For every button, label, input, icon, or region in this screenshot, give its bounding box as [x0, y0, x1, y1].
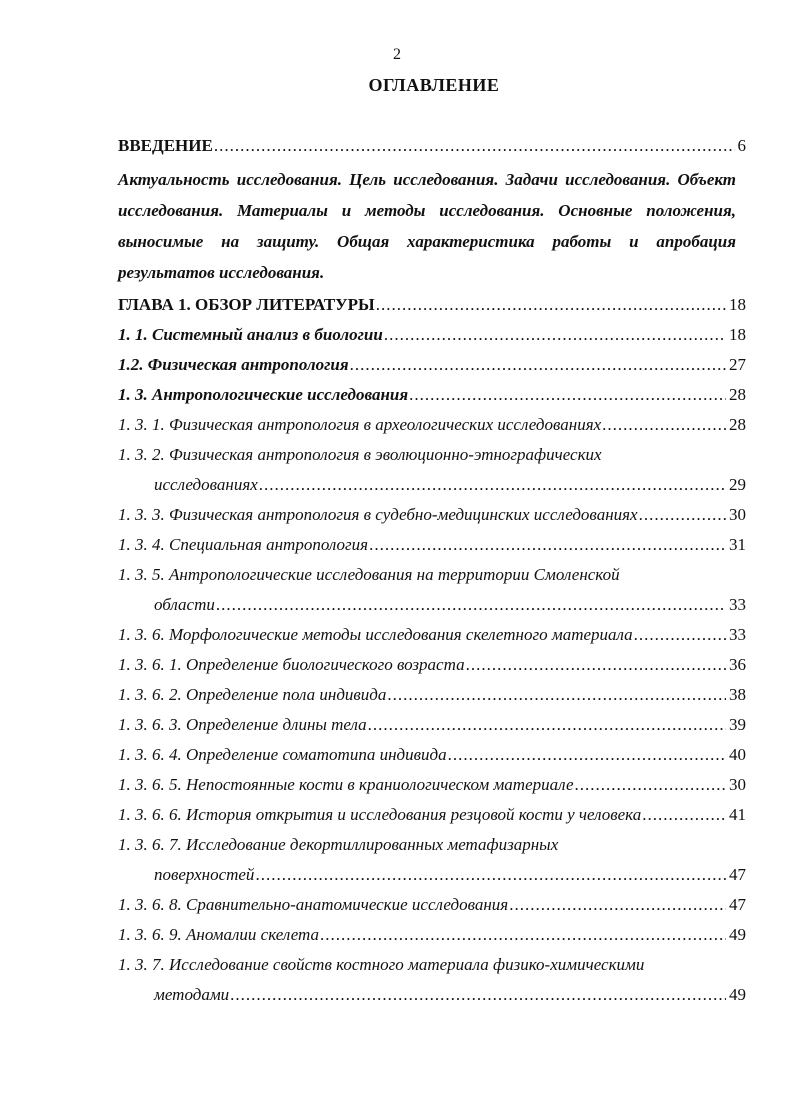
toc-entry-label: 1. 3. 6. 5. Непостоянные кости в краниологическом материале	[118, 775, 574, 794]
dot-leader	[409, 380, 726, 410]
toc-entry-label: 1. 3. 6. 2. Определение пола индивида	[118, 685, 387, 704]
toc-entry-page: 30	[729, 775, 746, 794]
toc-entry-page: 30	[729, 505, 746, 524]
toc-entry-page: 33	[729, 625, 746, 644]
toc-entry-1-3-6-2	[118, 680, 746, 710]
toc-entry-page: 47	[729, 895, 746, 914]
toc-entry-1-3-6-3	[118, 710, 746, 740]
toc-entry-1-3-6-9	[118, 920, 746, 950]
toc-entry-1-3-6-1	[118, 650, 746, 680]
toc-entry-label: ГЛАВА 1. ОБЗОР ЛИТЕРАТУРЫ	[118, 295, 375, 314]
dot-leader	[509, 890, 726, 920]
toc-entry-1-3-6-8	[118, 890, 746, 920]
toc-entry-label: 1. 3. 6. 8. Сравнительно-анатомические исследования	[118, 895, 509, 914]
toc-entry-1-3-7	[118, 980, 746, 1010]
toc-entry-page: 27	[729, 355, 746, 374]
toc-entry-page: 49	[729, 985, 746, 1004]
page-title: ОГЛАВЛЕНИЕ	[368, 75, 500, 95]
toc-entry-label: ВВЕДЕНИЕ	[118, 136, 213, 155]
toc-entry-label: 1. 3. 6. 6. История открытия и исследования резцовой кости у человека	[118, 805, 642, 824]
dot-leader	[368, 710, 726, 740]
toc-entry-1-1	[118, 320, 746, 350]
dot-leader	[466, 650, 726, 680]
toc-entry-1-3-6-7-line1: 1. 3. 6. 7. Исследование декортиллированных метафизарных	[118, 835, 559, 854]
dot-leader	[384, 320, 726, 350]
dot-leader	[387, 680, 726, 710]
dot-leader	[639, 500, 726, 530]
toc-entry-1-2	[118, 350, 746, 380]
toc-entry-1-3-6	[118, 620, 746, 650]
toc-entry-1-3	[118, 380, 746, 410]
dot-leader	[376, 290, 726, 320]
toc-entry-page: 49	[729, 925, 746, 944]
dot-leader	[214, 130, 735, 162]
dot-leader	[642, 800, 726, 830]
toc-entry-1-3-6-7	[118, 860, 746, 890]
toc-entry-intro	[118, 130, 746, 162]
toc-entry-1-3-3	[118, 500, 746, 530]
toc-entry-page: 39	[729, 715, 746, 734]
dot-leader	[320, 920, 726, 950]
dot-leader	[575, 770, 726, 800]
page-number: 2	[393, 46, 401, 63]
dot-leader	[369, 530, 726, 560]
toc-entry-label: 1. 3. 6. 4. Определение соматотипа индивида	[118, 745, 447, 764]
toc-entry-page: 47	[729, 865, 746, 884]
toc-entry-page: 40	[729, 745, 746, 764]
toc-entry-1-3-6-6	[118, 800, 746, 830]
dot-leader	[230, 980, 726, 1010]
toc-entry-1-3-4	[118, 530, 746, 560]
toc-entry-page: 31	[729, 535, 746, 554]
toc-entry-page: 28	[729, 415, 746, 434]
toc-entry-1-3-2-line1: 1. 3. 2. Физическая антропология в эволюционно-этнографических	[118, 445, 602, 464]
toc-entry-1-3-5-line1: 1. 3. 5. Антропологические исследования на территории Смоленской	[118, 565, 620, 584]
toc-entry-page: 29	[729, 475, 746, 494]
toc-entry-label: исследованиях	[154, 475, 258, 494]
toc-entry-label: 1. 3. 4. Специальная антропология	[118, 535, 369, 554]
toc-entry-1-3-6-5	[118, 770, 746, 800]
toc-entry-label: 1. 3. 6. 3. Определение длины тела	[118, 715, 367, 734]
toc-entry-1-3-2	[118, 470, 746, 500]
toc-entry-label: 1.2. Физическая антропология	[118, 355, 349, 374]
intro-description: Актуальность исследования. Цель исследования. Задачи исследования. Объект исследования. Материалы и методы исследования. Основные положения, выносимые на защиту. Общая характеристика работы и апробация результатов исследования.	[118, 170, 736, 282]
toc-entry-page: 41	[729, 805, 746, 824]
toc-entry-label: 1. 3. 6. 9. Аномалии скелета	[118, 925, 320, 944]
toc-entry-label: области	[154, 595, 215, 614]
dot-leader	[602, 410, 726, 440]
toc-entry-page: 18	[729, 325, 746, 344]
dot-leader	[255, 860, 726, 890]
dot-leader	[634, 620, 726, 650]
toc-entry-page: 33	[729, 595, 746, 614]
toc-entry-page: 36	[729, 655, 746, 674]
toc-entry-page: 18	[729, 295, 746, 314]
toc-entry-1-3-5	[118, 590, 746, 620]
toc-entry-label: 1. 3. 6. Морфологические методы исследования скелетного материала	[118, 625, 633, 644]
toc-entry-1-3-6-4	[118, 740, 746, 770]
toc-entry-label: 1. 1. Системный анализ в биологии	[118, 325, 383, 344]
toc-entry-label: 1. 3. 3. Физическая антропология в судебно-медицинских исследованиях	[118, 505, 638, 524]
table-of-contents	[118, 130, 746, 1010]
toc-entry-page: 38	[729, 685, 746, 704]
toc-entry-label: методами	[154, 985, 230, 1004]
dot-leader	[259, 470, 726, 500]
toc-entry-label: 1. 3. Антропологические исследования	[118, 385, 409, 404]
toc-entry-label: поверхностей	[154, 865, 255, 884]
dot-leader	[350, 350, 726, 380]
toc-entry-page: 6	[737, 136, 746, 155]
toc-entry-label: 1. 3. 1. Физическая антропология в археологических исследованиях	[118, 415, 602, 434]
dot-leader	[216, 590, 726, 620]
toc-entry-page: 28	[729, 385, 746, 404]
toc-entry-label: 1. 3. 6. 1. Определение биологического возраста	[118, 655, 465, 674]
dot-leader	[448, 740, 726, 770]
toc-entry-chapter-1	[118, 290, 746, 320]
toc-entry-1-3-1	[118, 410, 746, 440]
toc-entry-1-3-7-line1: 1. 3. 7. Исследование свойств костного материала физико-химическими	[118, 955, 645, 974]
